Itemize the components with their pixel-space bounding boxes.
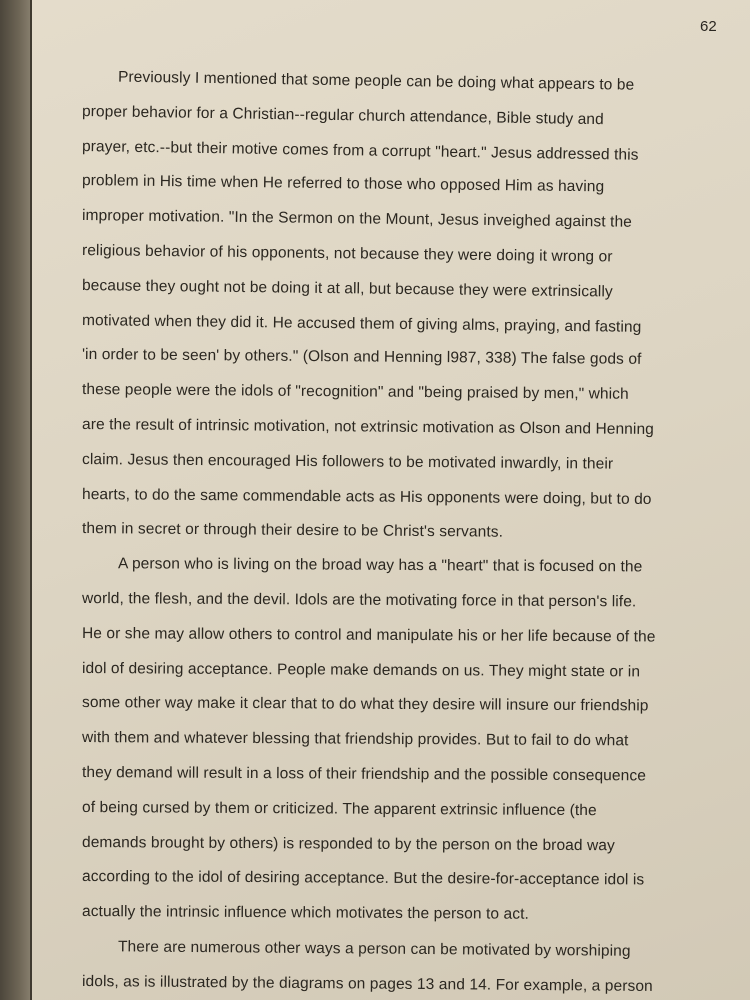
paragraph-2-line: world, the flesh, and the devil. Idols are the motivating force in that person's life. bbox=[81, 589, 637, 611]
paragraph-2-line: idol of desiring acceptance. People make demands on us. They might state or in bbox=[81, 659, 641, 680]
book-gutter bbox=[0, 0, 32, 1000]
paragraph-1-line: are the result of intrinsic motivation, not extrinsic motivation as Olson and Henning bbox=[81, 415, 655, 438]
paragraph-2-line: they demand will result in a loss of their friendship and the possible consequence bbox=[81, 763, 647, 785]
document-page bbox=[30, 0, 750, 1000]
paragraph-2-line: some other way make it clear that to do what they desire will insure our friendship bbox=[81, 694, 649, 715]
paragraph-1-line: 'in order to be seen' by others." (Olson and Henning l987, 338) The false gods of bbox=[81, 346, 642, 369]
paragraph-3-line: There are numerous other ways a person can be motivated by worshiping bbox=[117, 938, 631, 960]
paragraph-3-line: idols, as is illustrated by the diagrams on pages 13 and 14. For example, a person bbox=[81, 972, 653, 995]
paragraph-1-line: improper motivation. "In the Sermon on the Mount, Jesus inveighed against the bbox=[81, 207, 633, 231]
paragraph-1-line: these people were the idols of "recognition" and "being praised by men," which bbox=[81, 381, 629, 403]
page-number: 62 bbox=[700, 18, 717, 35]
paragraph-1-line: prayer, etc.--but their motive comes from a corrupt "heart." Jesus addressed this bbox=[81, 137, 639, 164]
body-text bbox=[82, 60, 742, 1000]
paragraph-1-line: claim. Jesus then encouraged His followers to be motivated inwardly, in their bbox=[81, 450, 614, 473]
paragraph-1-line: problem in His time when He referred to those who opposed Him as having bbox=[81, 172, 605, 196]
paragraph-2-line: A person who is living on the broad way has a "heart" that is focused on the bbox=[117, 555, 643, 576]
paragraph-2-line: actually the intrinsic influence which motivates the person to act. bbox=[81, 903, 530, 923]
paragraph-1-line: proper behavior for a Christian--regular church attendance, Bible study and bbox=[81, 102, 604, 128]
paragraph-1-line: Previously I mentioned that some people can be doing what appears to be bbox=[117, 68, 635, 94]
paragraph-1-line: religious behavior of his opponents, not because they were doing it wrong or bbox=[81, 241, 613, 266]
paragraph-2-line: of being cursed by them or criticized. The apparent extrinsic influence (the bbox=[81, 798, 597, 819]
paragraph-1-line: hearts, to do the same commendable acts as His opponents were doing, but to do bbox=[81, 485, 652, 508]
paragraph-2-line: demands brought by others) is responded to by the person on the broad way bbox=[81, 833, 615, 854]
paragraph-1-line: because they ought not be doing it at all, but because they were extrinsically bbox=[81, 276, 613, 301]
paragraph-2-line: with them and whatever blessing that friendship provides. But to fail to do what bbox=[81, 729, 629, 750]
paragraph-1-line: motivated when they did it. He accused them of giving alms, praying, and fasting bbox=[81, 311, 642, 336]
paragraph-1-line: them in secret or through their desire to be Christ's servants. bbox=[81, 520, 504, 542]
paragraph-2-line: according to the idol of desiring acceptance. But the desire-for-acceptance idol is bbox=[81, 868, 645, 889]
paragraph-2-line: He or she may allow others to control and manipulate his or her life because of the bbox=[81, 624, 656, 646]
